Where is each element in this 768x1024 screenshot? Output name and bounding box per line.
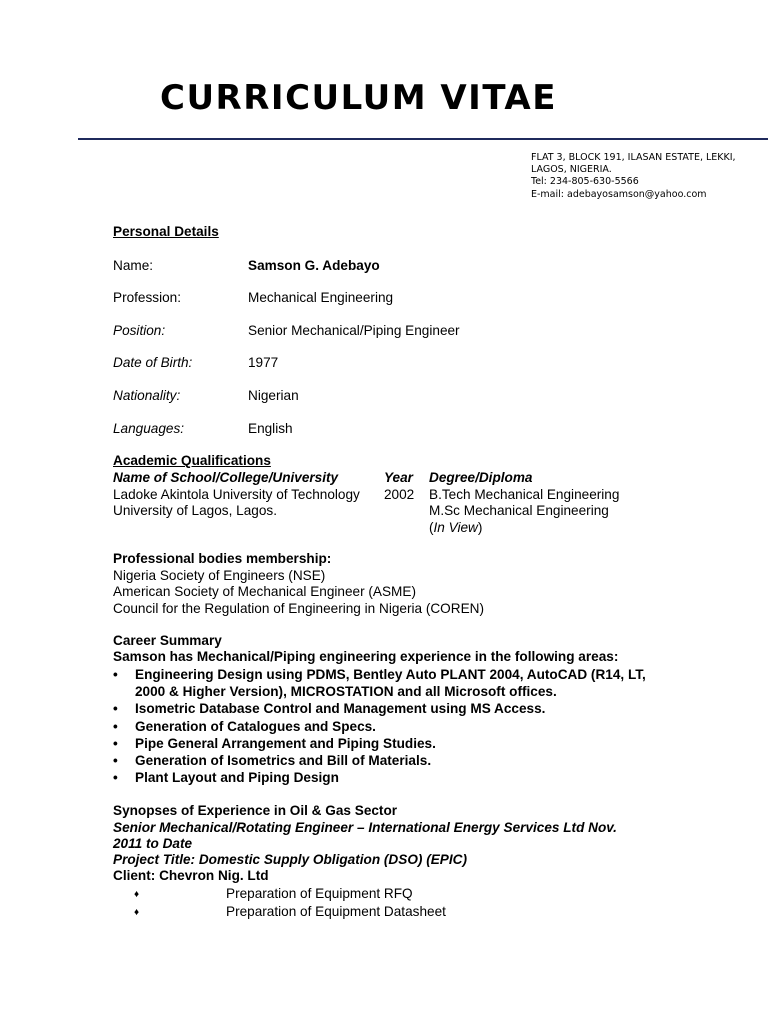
note-text: In View [433, 520, 478, 535]
career-heading: Career Summary [113, 633, 222, 648]
list-item [113, 735, 673, 752]
field-label: Languages: [113, 421, 185, 436]
address-line: LAGOS, NIGERIA. [531, 164, 612, 176]
list-item: Council for the Regulation of Engineering in Nigeria (COREN) [113, 601, 484, 616]
year-cell: 2002 [384, 487, 415, 502]
field-value: Senior Mechanical/Piping Engineer [248, 323, 460, 338]
list-item [113, 752, 673, 769]
bullet-text: Plant Layout and Piping Design [135, 770, 339, 786]
bullet-text: Generation of Isometrics and Bill of Materials. [135, 753, 432, 769]
bullet-text: Generation of Catalogues and Specs. [135, 718, 376, 734]
bullet-icon: • [113, 667, 118, 682]
field-label: Position: [113, 323, 166, 338]
task-text: Preparation of Equipment Datasheet [226, 904, 446, 919]
list-item [113, 666, 673, 700]
bullet-text: Engineering Design using PDMS, Bentley Auto PLANT 2004, AutoCAD (R14, LT, 2000 & Higher Version), MICROSTATION and all Microsoft offices. [135, 667, 646, 700]
address-line: FLAT 3, BLOCK 191, ILASAN ESTATE, LEKKI, [531, 152, 736, 163]
experience-heading: Synopses of Experience in Oil & Gas Sector [113, 803, 398, 818]
role-line: Senior Mechanical/Rotating Engineer – International Energy Services Ltd Nov. [113, 820, 617, 835]
list-item [134, 904, 446, 919]
bullet-text: Pipe General Arrangement and Piping Studies. [135, 735, 436, 751]
title-divider [78, 138, 768, 140]
bullet-icon: • [113, 718, 118, 734]
document-title: CURRICULUM VITAE [160, 78, 557, 118]
column-header-school: Name of School/College/University [113, 470, 339, 485]
bullet-icon: • [113, 701, 118, 717]
column-header-year: Year [384, 470, 413, 485]
bullet-icon: • [113, 735, 118, 751]
list-item [113, 700, 673, 717]
column-header-degree: Degree/Diploma [429, 470, 533, 485]
list-item [113, 769, 673, 786]
note-paren-close: ) [477, 520, 483, 535]
email-line: E-mail: adebayosamson@yahoo.com [531, 188, 707, 200]
career-bullet-list [113, 666, 673, 786]
field-label: Profession: [113, 290, 182, 305]
academic-heading: Academic Qualifications [113, 453, 271, 468]
field-label: Name: [113, 258, 154, 273]
bullet-icon: • [113, 753, 118, 769]
list-item [113, 718, 673, 735]
note-paren-open: ( [429, 520, 434, 535]
field-label: Date of Birth: [113, 355, 193, 370]
field-value: Mechanical Engineering [248, 290, 394, 305]
field-value: English [248, 421, 293, 436]
bullet-icon: • [113, 770, 118, 786]
list-item: American Society of Mechanical Engineer (ASME) [113, 584, 416, 599]
bodies-heading: Professional bodies membership: [113, 551, 332, 566]
list-item [134, 886, 413, 901]
diamond-bullet-icon: ♦ [134, 907, 140, 918]
degree-note [429, 520, 482, 535]
personal-details-heading: Personal Details [113, 224, 219, 239]
field-value: Nigerian [248, 388, 299, 403]
field-label: Nationality: [113, 388, 181, 403]
task-text: Preparation of Equipment RFQ [226, 886, 413, 901]
field-value: Samson G. Adebayo [248, 258, 380, 273]
bullet-text: Isometric Database Control and Management using MS Access. [135, 701, 546, 717]
school-cell: Ladoke Akintola University of Technology [113, 487, 360, 502]
field-value: 1977 [248, 355, 279, 370]
school-cell: University of Lagos, Lagos. [113, 503, 277, 518]
phone-line: Tel: 234-805-630-5566 [531, 176, 639, 188]
list-item: Nigeria Society of Engineers (NSE) [113, 568, 326, 583]
career-intro: Samson has Mechanical/Piping engineering experience in the following areas: [113, 649, 619, 664]
diamond-bullet-icon: ♦ [134, 889, 140, 900]
project-title: Project Title: Domestic Supply Obligation (DSO) (EPIC) [113, 852, 467, 867]
client-name: Client: Chevron Nig. Ltd [113, 868, 269, 883]
degree-cell: B.Tech Mechanical Engineering [429, 487, 620, 502]
contact-address [531, 152, 736, 201]
degree-cell: M.Sc Mechanical Engineering [429, 503, 609, 518]
role-dates: 2011 to Date [113, 836, 193, 851]
